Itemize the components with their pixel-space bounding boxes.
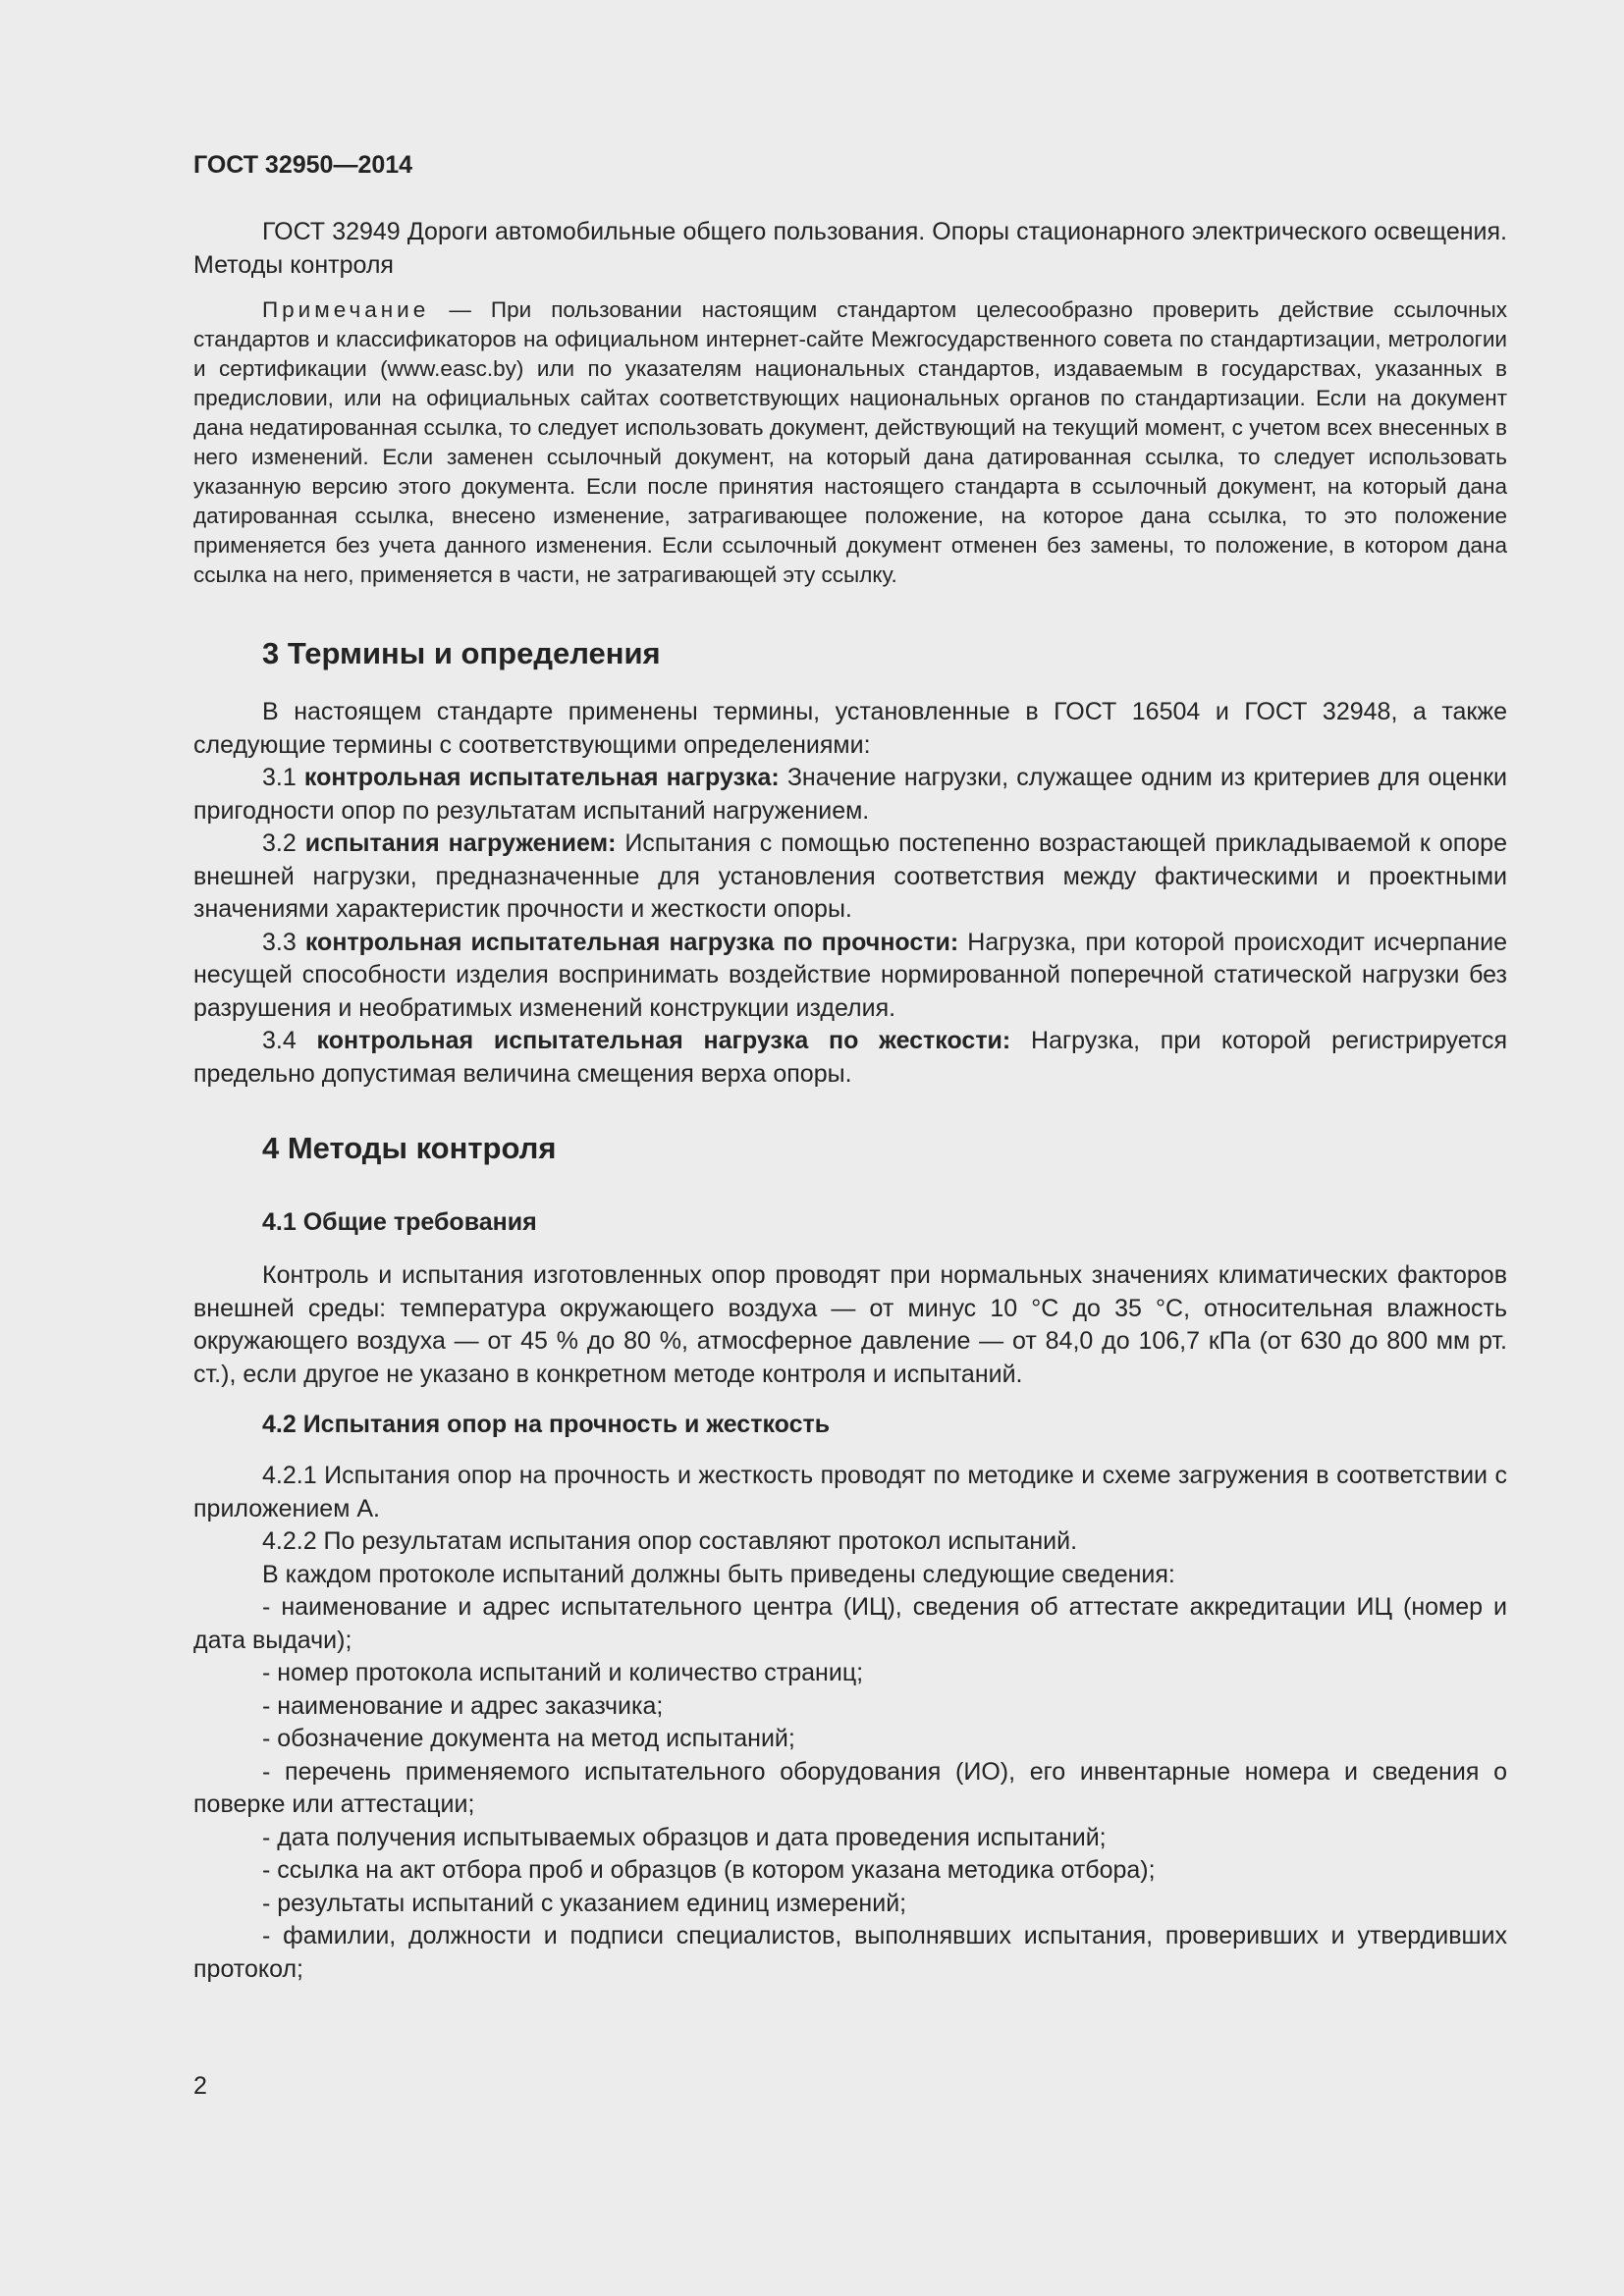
list-item: - наименование и адрес заказчика; [262,1691,664,1720]
term-title: испытания нагружением: [304,829,617,857]
list-item: - результаты испытаний с указанием единиц измерений; [262,1889,907,1917]
paragraph-4-2-2: 4.2.2 По результатам испытания опор составляют протокол испытаний. [262,1527,1078,1555]
list-item: - обозначение документа на метод испытаний; [262,1725,795,1752]
term-definition: Испытания с помощью постепенно возрастающей прикладываемой к опоре внешней нагрузки, предназначенные для установления соответствия между фактическими и проектными значениями характеристик прочности и жесткости опоры. [193,829,1507,923]
term-number: 3.2 [262,829,305,857]
term-3-3 [193,927,1507,1026]
term-3-1 [193,762,1507,828]
term-number: 3.3 [262,928,305,956]
note-label: Примечание [262,297,430,322]
list-item: - наименование и адрес испытательного центра (ИЦ), сведения об аттестате аккредитации ИЦ (номер и дата выдачи); [193,1593,1507,1654]
paragraph-4-2-1: 4.2.1 Испытания опор на прочность и жесткость проводят по методике и схеме загружения в соответствии с приложением А. [193,1462,1507,1522]
list-item: - фамилии, должности и подписи специалистов, выполнявших испытания, проверивших и утвердивших протокол; [193,1922,1507,1983]
section-3-intro: В настоящем стандарте применены термины, установленные в ГОСТ 16504 и ГОСТ 32948, а также следующие термины с соответствующими определениями: [193,698,1507,759]
list-item: - дата получения испытываемых образцов и дата проведения испытаний; [262,1823,1107,1851]
page-content [193,147,1507,1986]
term-definition: Нагрузка, при которой происходит исчерпание несущей способности изделия воспринимать воздействие нормированной поперечной статической нагрузки без разрушения и необратимых изменений конструкции изделия. [193,928,1508,1022]
list-item: - ссылка на акт отбора проб и образцов (в котором указана методика отбора); [262,1856,1156,1884]
term-number: 3.1 [262,764,304,791]
subsection-4-2-heading: 4.2 Испытания опор на прочность и жесткость [262,1411,831,1438]
section-3-heading: 3 Термины и определения [262,636,661,670]
term-definition: Значение нагрузки, служащее одним из критериев для оценки пригодности опор по результатам испытаний нагружением. [193,764,1507,825]
list-item: - перечень применяемого испытательного оборудования (ИО), его инвентарные номера и сведения о поверке или аттестации; [193,1757,1507,1818]
list-item: - номер протокола испытаний и количество страниц; [262,1659,864,1686]
term-number: 3.4 [262,1027,317,1054]
document-id: ГОСТ 32950—2014 [193,151,413,179]
note-paragraph [193,295,1507,590]
term-3-4 [193,1025,1507,1091]
subsection-4-1-text: Контроль и испытания изготовленных опор проводят при нормальных значениях климатических факторов внешней среды: температура окружающего воздуха — от минус 10 °С до 35 °С, относительная влажность окружающего воздуха — от 45 % до 80 %, атмосферное давление — от 84,0 до 106,7 кПа (от 630 до 800 мм рт. ст.), если другое не указано в конкретном методе контроля и испытаний. [193,1261,1507,1388]
section-4-heading: 4 Методы контроля [262,1131,557,1165]
list-intro: В каждом протоколе испытаний должны быть приведены следующие сведения: [262,1560,1175,1588]
page-number: 2 [193,2072,207,2100]
term-3-2 [193,828,1507,927]
note-text: — При пользовании настоящим стандартом целесообразно проверить действие ссылочных стандартов и классификаторов на официальном интернет-сайте Межгосударственного совета по стандартизации, метрологии и сертификации (www.easc.by) или по указателям национальных стандартов, издаваемым в государствах, указанных в предисловии, или на официальных сайтах соответствующих национальных органов по стандартизации. Если на документ дана недатированная ссылка, то следует использовать документ, действующий на текущий момент, с учетом всех внесенных в него изменений. Если заменен ссылочный документ, на который дана датированная ссылка, то следует использовать указанную версию этого документа. Если после принятия настоящего стандарта в ссылочный документ, на который дана датированная ссылка, внесено изменение, затрагивающее положение, на которое дана ссылка, то это положение применяется без учета данного изменения. Если ссылочный документ отменен без замены, то положение, в котором дана ссылка на него, применяется в части, не затрагивающей эту ссылку. [193,297,1507,587]
term-title: контрольная испытательная нагрузка по жесткости: [316,1027,1011,1054]
subsection-4-1-heading: 4.1 Общие требования [262,1208,537,1236]
term-title: контрольная испытательная нагрузка: [303,764,780,791]
term-definition: Нагрузка, при которой регистрируется предельно допустимая величина смещения верха опоры. [193,1027,1507,1088]
term-title: контрольная испытательная нагрузка по прочности: [304,928,959,956]
reference-gost-32949: ГОСТ 32949 Дороги автомобильные общего пользования. Опоры стационарного электрического освещения. Методы контроля [193,218,1507,279]
